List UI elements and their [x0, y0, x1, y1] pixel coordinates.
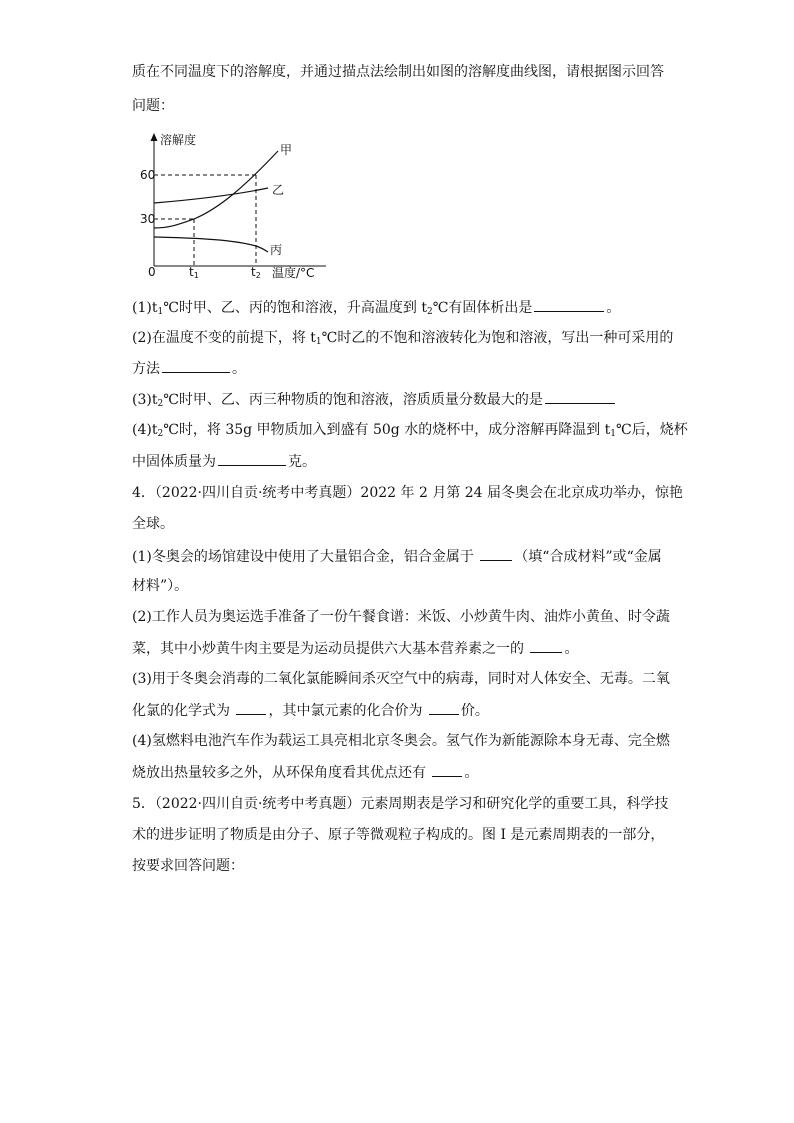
answer-blank [236, 700, 266, 715]
y-axis-label: 溶解度 [160, 133, 197, 147]
answer-blank [534, 297, 604, 312]
answer-blank [162, 358, 230, 373]
q3-part1: $(1)t_1℃$时甲、乙、丙的饱和溶液，升高温度到 $t_2℃$有固体析出是 。 [132, 297, 620, 322]
q4-part1-line1: (1)冬奥会的场馆建设中使用了大量铝合金，铝合金属于 （填“合成材料”或“金属 [132, 546, 662, 567]
origin-label: 0 [148, 265, 156, 279]
q4-part1-line2: 材料”）。 [132, 578, 189, 594]
y-tick-60: 60 [140, 168, 156, 182]
curve-label-yi: 乙 [272, 183, 285, 197]
q4-part3-line1: (3)用于冬奥会消毒的二氧化氯能瞬间杀灭空气中的病毒，同时对人体安全、无毒。二氧 [132, 671, 670, 687]
curve-yi [154, 188, 268, 203]
curve-bing [154, 237, 268, 252]
q3-part2-line1: (2)在温度不变的前提下，将 $t_1℃$时乙的不饱和溶液转化为饱和溶液，写出一种可采用的 [132, 330, 674, 347]
q3-part2-line2: 方法 。 [132, 358, 246, 379]
solubility-curve-figure [140, 128, 340, 280]
q5-line2: 术的进步证明了物质是由分子、原子等微观粒子构成的。图 I 是元素周期表的一部分， [132, 827, 665, 843]
answer-blank [530, 638, 562, 653]
answer-blank [432, 762, 462, 777]
y-tick-30: 30 [140, 212, 156, 226]
q3-part3: $(3)t_2℃$时甲、乙、丙三种物质的饱和溶液，溶质质量分数最大的是 [132, 389, 617, 414]
q4-part4-line2: 烧放出热量较多之外，从环保角度看其优点还有 。 [132, 762, 478, 783]
answer-blank [480, 546, 512, 561]
q4-part4-line1: (4)氢燃料电池汽车作为载运工具亮相北京冬奥会。氢气作为新能源除本身无毒、完全燃 [132, 733, 670, 749]
q4-heading-line1: 4．（2022·四川自贡·统考中考真题）2022 年 2 月第 24 届冬奥会在北京成功举办，惊艳 [132, 485, 684, 501]
q3-part4-line1: $(4)t_2℃$时，将 35g 甲物质加入到盛有 50g 水的烧杯中，成分溶解再降温到 $t_1℃$后，烧杯 [132, 422, 688, 439]
q3-part4-line2: 中固体质量为 克。 [132, 451, 316, 472]
q5-line3: 按要求回答问题： [132, 858, 244, 874]
answer-blank [429, 700, 459, 715]
q4-heading-line2: 全球。 [132, 516, 174, 532]
curve-label-bing: 丙 [270, 243, 283, 257]
curve-label-jia: 甲 [280, 143, 293, 157]
intro-line-2: 问题： [132, 98, 174, 114]
x-tick-t1: t1 [189, 265, 199, 280]
intro-line-1: 质在不同温度下的溶解度，并通过描点法绘制出如图的溶解度曲线图，请根据图示回答 [132, 64, 664, 80]
q5-line1: 5．（2022·四川自贡·统考中考真题）元素周期表是学习和研究化学的重要工具，科学技 [132, 796, 669, 812]
q4-part3-line2: 化氯的化学式为 ，其中氯元素的化合价为 价。 [132, 700, 489, 721]
q4-part2-line1: (2)工作人员为奥运选手准备了一份午餐食谱：米饭、小炒黄牛肉、油炸小黄鱼、时令蔬 [132, 609, 670, 625]
q4-part2-line2: 菜，其中小炒黄牛肉主要是为运动员提供六大基本营养素之一的 。 [132, 638, 578, 659]
x-tick-t2: t2 [251, 265, 261, 280]
answer-blank [218, 451, 286, 466]
y-axis-arrow [151, 133, 158, 141]
answer-blank [545, 389, 615, 404]
x-axis-label: 温度/°C [272, 266, 315, 280]
